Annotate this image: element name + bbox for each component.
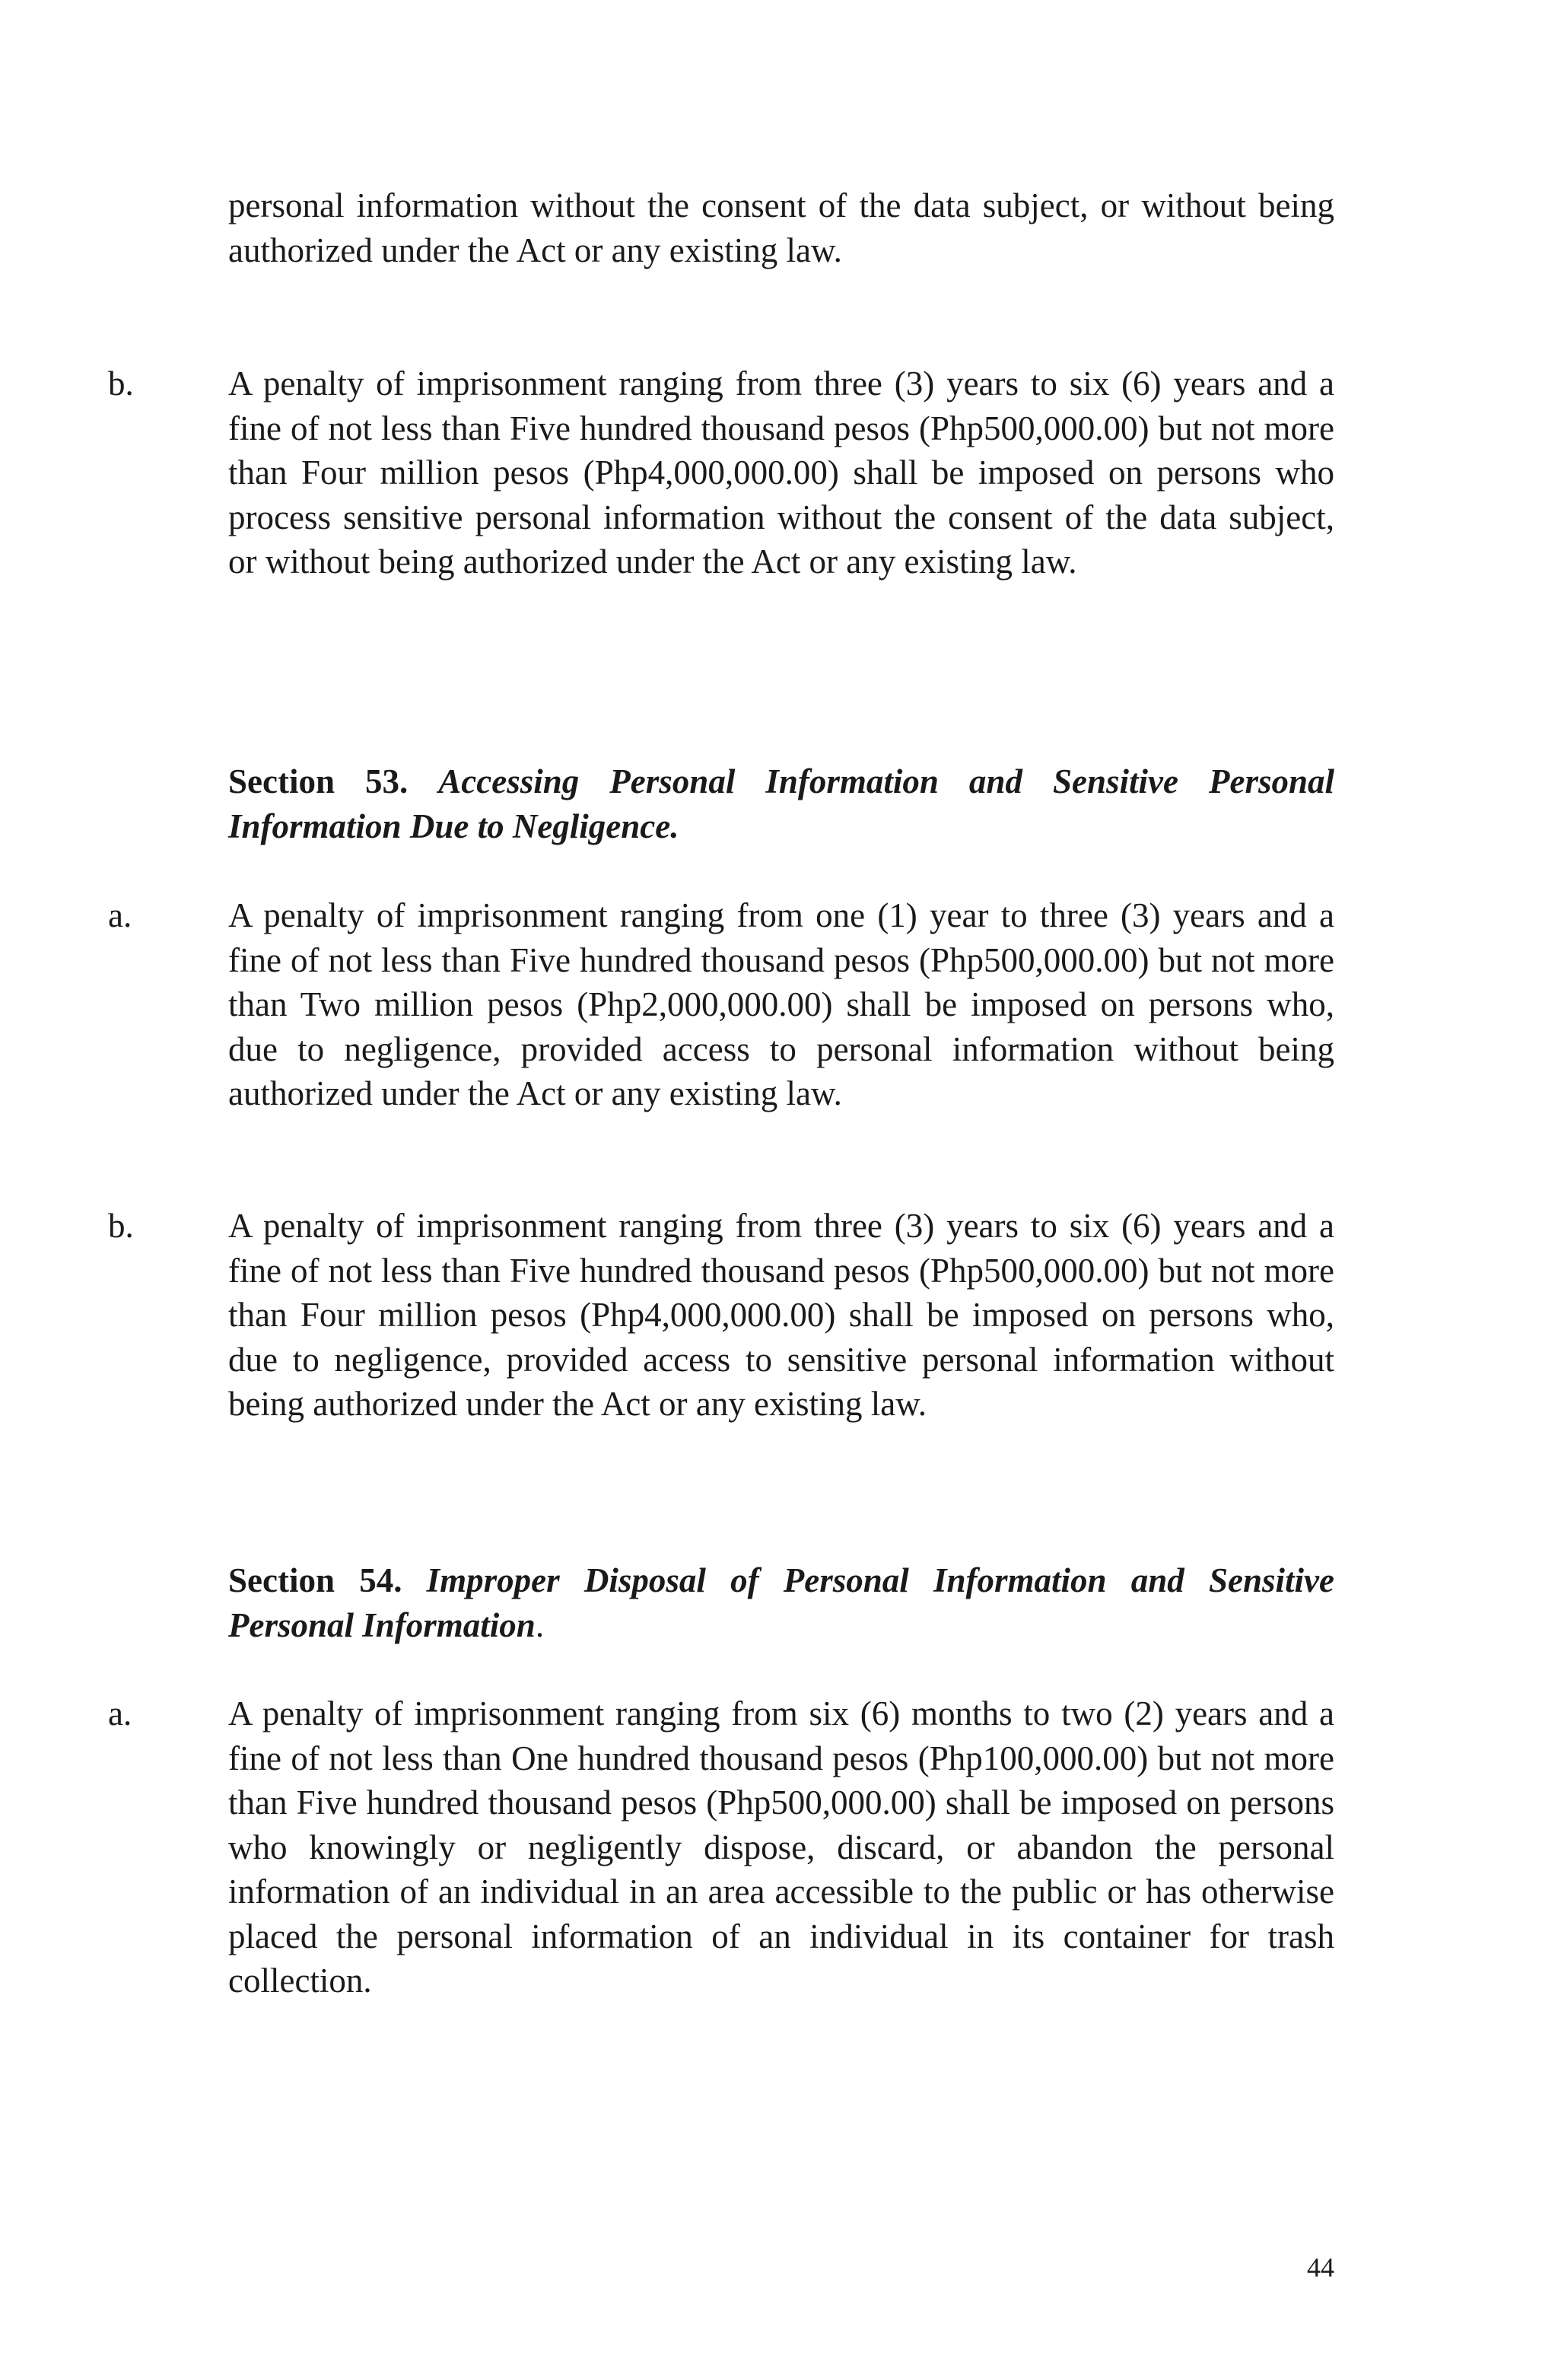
section-52-item-b [108,361,1334,584]
section-title: Accessing Personal Information and Sensitive Personal Information Due to Negligence. [228,762,1335,845]
page-number: 44 [1307,2252,1334,2283]
section-number: Section 54. [228,1561,402,1599]
section-title-end: . [535,1605,545,1644]
section-53-item-a [108,893,1334,1116]
section-54-item-a [108,1691,1334,2003]
section-54-heading [228,1558,1334,1647]
continuation-paragraph [228,183,1334,272]
section-53-item-b [108,1204,1334,1427]
item-letter: b. [108,1207,134,1245]
item-letter: b. [108,364,134,402]
item-letter: a. [108,1694,132,1732]
item-text: A penalty of imprisonment ranging from one (1) year to three (3) years and a fine of not less than Five hundred thousand pesos (Php500,000.00) but not more than Two million pesos (Php2,000,000.00) shall be imposed on persons who, due to negligence, provided access to personal information without being authorized under the Act or any existing law. [228,896,1334,1112]
item-text: A penalty of imprisonment ranging from three (3) years to six (6) years and a fine of not less than Five hundred thousand pesos (Php500,000.00) but not more than Four million pesos (Php4,000,000.00) shall be imposed on persons who, due to negligence, provided access to sensitive personal information without being authorized under the Act or any existing law. [228,1207,1334,1423]
section-title: Improper Disposal of Personal Information and Sensitive Personal Information [228,1561,1334,1644]
continuation-text: personal information without the consent of the data subject, or without being authorized under the Act or any existing law. [228,186,1334,269]
item-text: A penalty of imprisonment ranging from six (6) months to two (2) years and a fine of not less than One hundred thousand pesos (Php100,000.00) but not more than Five hundred thousand pesos (Php500,000.00) shall be imposed on persons who knowingly or negligently dispose, discard, or abandon the personal information of an individual in an area accessible to the public or has otherwise placed the personal information of an individual in its container for trash collection. [228,1694,1334,2000]
section-number: Section 53. [228,762,409,800]
item-text: A penalty of imprisonment ranging from three (3) years to six (6) years and a fine of not less than Five hundred thousand pesos (Php500,000.00) but not more than Four million pesos (Php4,000,000.00) shall be imposed on persons who process sensitive personal information without the consent of the data subject, or without being authorized under the Act or any existing law. [228,364,1334,581]
section-53-heading [228,759,1334,848]
item-letter: a. [108,896,132,934]
